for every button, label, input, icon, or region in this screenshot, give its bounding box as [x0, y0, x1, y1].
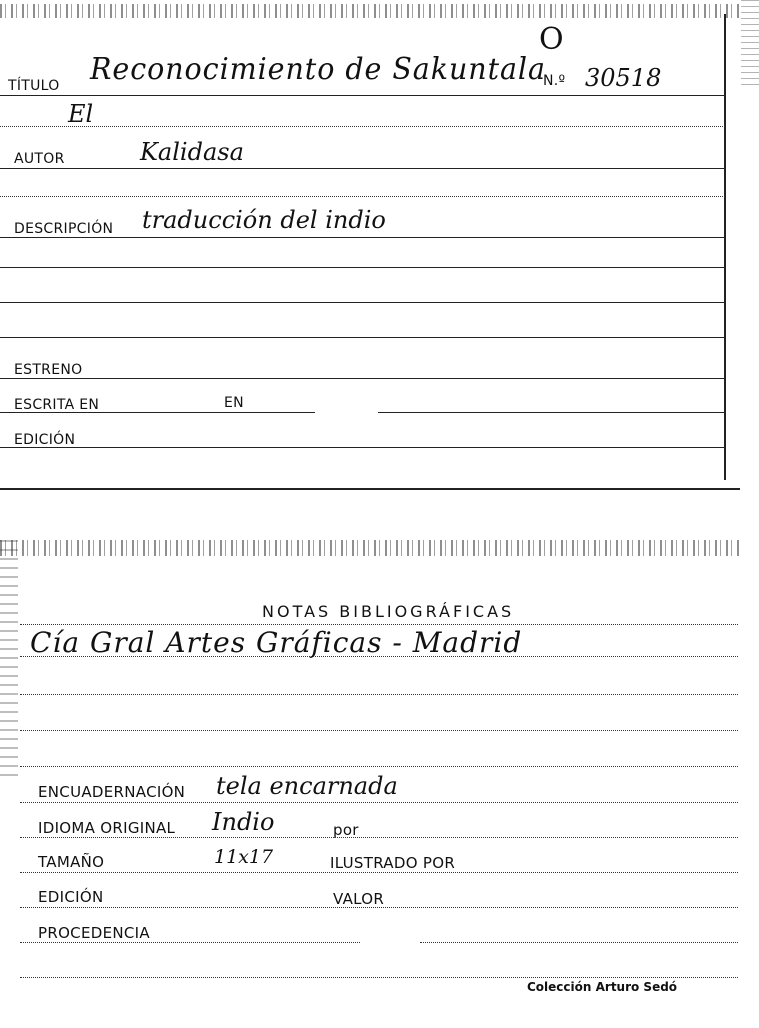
descripcion-value: traducción del indio	[142, 206, 386, 234]
descripcion-line	[0, 237, 725, 238]
bottom-line	[20, 977, 738, 978]
line-6	[0, 267, 725, 268]
card-bottom-border	[0, 488, 740, 490]
tamano-value: 11x17	[214, 846, 274, 868]
escrita-line-a	[0, 412, 315, 413]
notas-line-2	[20, 656, 738, 657]
torn-top-edge	[0, 4, 740, 18]
line-2	[0, 126, 725, 127]
notas-heading: NOTAS BIBLIOGRÁFICAS	[262, 602, 515, 621]
procedencia-line-a	[20, 942, 360, 943]
scan-specks-left	[0, 540, 18, 780]
card-right-border	[724, 14, 726, 480]
ilustrado-por-label: ILUSTRADO POR	[330, 854, 456, 872]
footer-collection: Colección Arturo Sedó	[527, 980, 678, 994]
descripcion-label: DESCRIPCIÓN	[14, 221, 114, 237]
scan-specks	[741, 0, 759, 90]
autor-value: Kalidasa	[140, 138, 244, 166]
tamano-line	[20, 872, 738, 873]
estreno-label: ESTRENO	[14, 362, 83, 378]
torn-top-edge-2	[0, 540, 740, 556]
line-4	[0, 196, 725, 197]
encuadernacion-line	[20, 802, 738, 803]
idioma-label: IDIOMA ORIGINAL	[38, 819, 176, 837]
idioma-value: Indio	[212, 808, 275, 836]
en-label: EN	[224, 395, 244, 411]
notas-line-4	[20, 730, 738, 731]
procedencia-label: PROCEDENCIA	[38, 924, 150, 942]
titulo-value: Reconocimiento de Sakuntala	[90, 52, 546, 87]
notas-line-1	[20, 624, 738, 625]
notas-line-3	[20, 694, 738, 695]
titulo-line	[0, 95, 725, 96]
edicion-label-1: EDICIÓN	[14, 432, 76, 448]
line-8	[0, 337, 725, 338]
edicion-label-2: EDICIÓN	[38, 888, 104, 906]
catalog-card-top	[0, 0, 740, 492]
autor-label: AUTOR	[14, 151, 65, 167]
escrita-line-b	[378, 412, 725, 413]
edicion-line-2	[20, 907, 738, 908]
idioma-line	[20, 837, 738, 838]
procedencia-line-b	[420, 942, 738, 943]
escrita-en-label: ESCRITA EN	[14, 397, 100, 413]
tamano-label: TAMAÑO	[38, 853, 105, 871]
line-7	[0, 302, 725, 303]
notas-line-5	[20, 766, 738, 767]
mark-o: O	[539, 22, 564, 57]
articulo-value: El	[68, 100, 94, 128]
catalog-card-bottom	[0, 540, 740, 1028]
valor-label: VALOR	[333, 890, 385, 908]
encuadernacion-value: tela encarnada	[216, 772, 398, 800]
encuadernacion-label: ENCUADERNACIÓN	[38, 783, 186, 801]
numero-label: N.º	[543, 73, 566, 89]
estreno-line	[0, 378, 725, 379]
edicion-line-1	[0, 447, 725, 448]
autor-line	[0, 168, 725, 169]
notas-value: Cía Gral Artes Gráficas - Madrid	[30, 626, 523, 659]
numero-value: 30518	[585, 64, 662, 92]
por-label: por	[333, 821, 359, 839]
titulo-label: TÍTULO	[8, 78, 60, 94]
